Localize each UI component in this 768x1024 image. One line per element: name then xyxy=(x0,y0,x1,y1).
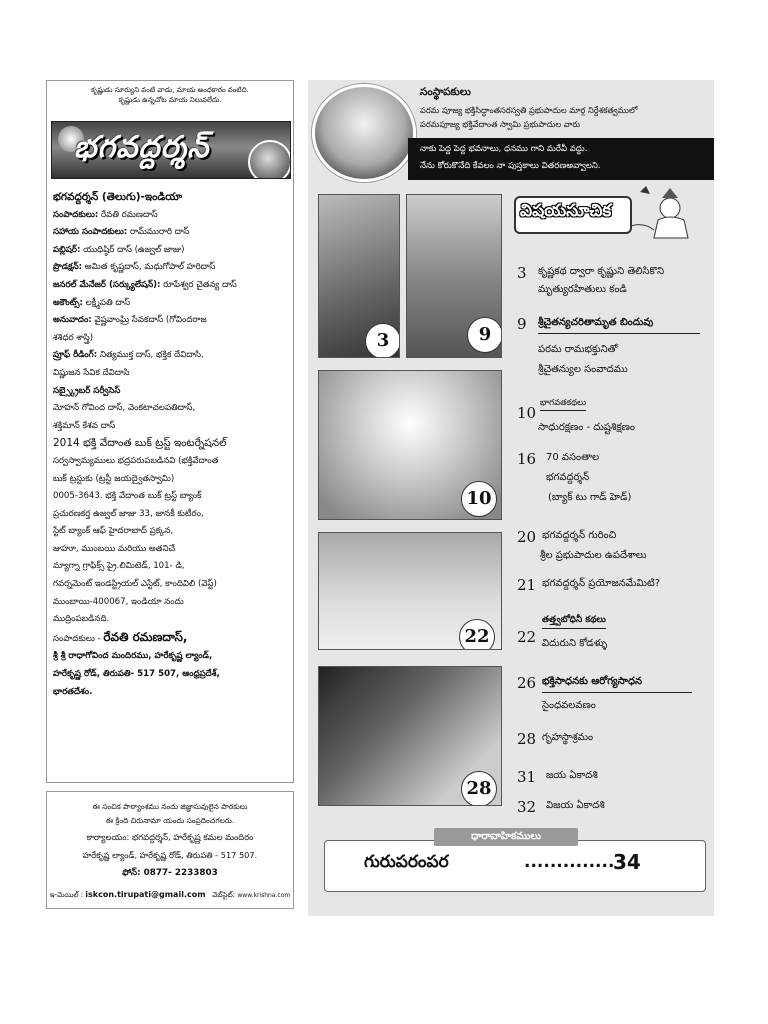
magazine-title: భగవద్దర్శన్ xyxy=(74,130,210,165)
staff-credits xyxy=(53,189,293,701)
toc-section[interactable]: భాగవతకథలు xyxy=(540,396,586,411)
credit-line: అనువాదం: వైష్ణవాంఘ్రి సేవకదాస్ (గోవిందరాజ xyxy=(53,315,207,326)
toc-entry[interactable]: సాధురక్షణం - దుష్టశిక్షణం xyxy=(538,422,635,433)
publisher-line: 2014 భక్తి వేదాంత బుక్ ట్రస్ట్ ఇంటర్నేషనల్ xyxy=(53,437,227,450)
toc-entry[interactable]: మృత్యురహితులు కండి xyxy=(538,284,627,295)
toc-entry[interactable]: (బ్యాక్ టు గాడ్ హెడ్) xyxy=(548,492,632,503)
address-line: హరేకృష్ణ రోడ్, తిరుపతి- 517 507, ఆంధ్రప్రదేశ్, xyxy=(53,669,220,680)
toc-section[interactable]: భక్తిసాధనకు ఆరోగ్యసాధన xyxy=(542,672,692,693)
credit-line: అకౌంట్స్: లక్ష్మీపతి దాస్ xyxy=(53,297,131,308)
founder-quote-band: నాకు పెద్ద పెద్ద భవనాలు, ధనము గాని మరేవీ వద్దు. నేను కోరుకొనేది కేవలం నా పుస్తకాలు వితరణఅవ్వాలని. xyxy=(408,138,714,180)
credit-line: శశిధర శాస్త్రి) xyxy=(53,332,94,343)
contact-email-line: ఇ-మెయిల్ : iskcon.tirupati@gmail.com వెబ్‌సైట్: www.krishna.com xyxy=(49,890,291,899)
toc-entry[interactable]: జయ ఏకాదశి xyxy=(546,770,598,781)
founder-heading: సంస్థాపకులు xyxy=(420,86,471,98)
toc-page-number: 16 xyxy=(517,450,537,468)
publisher-line: జుహూ, ముంబయి మరియు అతనిచే xyxy=(53,543,176,554)
toc-entry[interactable]: భగవద్దర్శన్ ప్రయోజనమేమిటి? xyxy=(542,578,660,589)
quote: కృష్ణుడు సూర్యుని వంటి వాడు, మాయ అంధకారం వంటిది. కృష్ణుడు ఉన్నచోట మాయ నిలువలేదు. xyxy=(91,86,249,104)
toc-page-number: 3 xyxy=(517,264,527,282)
portrait-image xyxy=(248,140,291,179)
toc-entry[interactable]: 70 వసంతాల xyxy=(546,452,600,463)
credit-line: సహాయ సంపాదకులు: రామ్‌మురారి దాస్ xyxy=(53,227,190,238)
toc-page-number: 26 xyxy=(517,674,537,692)
founder-description: పరమ పూజ్య భక్తిసిద్ధాంతసరస్వతి ప్రభుపాదుల మార్గ నిర్దేశకత్వములో పరమపూజ్య భక్తివేదాంత స్వామి ప్రభుపాదుల వారు xyxy=(420,105,638,129)
photo-page-28: 28 xyxy=(318,666,502,806)
editor-line: సంపాదకులు - రేవతి రమణదాస్, xyxy=(53,629,188,644)
toc-section[interactable]: తత్త్వబోధినీ కథలు xyxy=(542,612,606,629)
toc-entry[interactable]: పరమ రామభక్తునితో xyxy=(538,344,618,355)
toc-entry[interactable]: భగవద్దర్శన్ గురించి xyxy=(542,530,617,541)
photo-page-3: 3 xyxy=(318,194,400,358)
toc-title: విషయసూచిక xyxy=(520,201,612,221)
publisher-line: 0005-3643. భక్తి వేదాంత బుక్ ట్రస్ట్ బ్యాంక్ xyxy=(53,491,202,502)
website-link[interactable]: www.krishna.com xyxy=(237,892,291,899)
publisher-line: ముద్రింపబడినది. xyxy=(53,614,110,625)
toc-entry[interactable]: శ్రీచైతన్యుల సంవాదము xyxy=(538,364,628,375)
toc-entry[interactable]: సైంధవలవణం xyxy=(542,700,596,711)
toc-entry[interactable]: విదురుని కోడళ్ళు xyxy=(542,638,608,649)
credit-line: శక్తిమాన్ కేశవ దాస్ xyxy=(53,420,116,431)
toc-page-number: 20 xyxy=(517,528,537,546)
credit-line: పబ్లిషర్: యుధిష్ఠిర్ దాస్ (ఉజ్వల్ జాజు) xyxy=(53,244,185,255)
toc-page-number: 10 xyxy=(517,404,537,422)
publisher-line: ప్రచురణకర్త ఉజ్వల్ జాజు 33, జానకీ కుటీరం, xyxy=(53,508,204,519)
founder-portrait xyxy=(312,84,416,182)
serial-tag: ధారావాహికములు xyxy=(434,828,578,846)
serial-title[interactable]: గురుపరంపర xyxy=(364,852,449,872)
publisher-line: ముంబాయి-400067, ఇండియా నందు xyxy=(53,596,184,607)
credit-line: సంపాదకులు: రేవతి రమణదాస్ xyxy=(53,209,158,220)
publisher-line: గవర్నమెంట్ ఇండస్ట్రియల్ ఎస్టేట్, కాందివిలి (వెస్ట్) xyxy=(53,579,217,590)
toc-page-number: 9 xyxy=(517,315,527,333)
krishna-illustration-icon xyxy=(610,186,700,241)
toc-entry[interactable]: కృష్ణకథ ద్వారా కృష్ణుని తెలిసికొని xyxy=(538,266,664,277)
masthead-panel xyxy=(46,80,294,783)
credit-line: సబ్స్క్రైబర్ సర్వీసెస్ xyxy=(53,385,121,396)
address-line: భారతదేశం. xyxy=(53,686,93,697)
credit-line: ప్రూఫ్ రీడింగ్: నిత్యముక్త దాస్, భక్తిక దేవిదాసి, xyxy=(53,350,204,361)
toc-page-number: 32 xyxy=(517,798,537,816)
toc-entry[interactable]: గృహస్థాశ్రమం xyxy=(542,732,594,743)
publisher-line: మ్యాగ్నా గ్రాఫిక్స్ ప్రై.లిమిటెడ్, 101- డి, xyxy=(53,561,185,572)
publisher-line: బుక్ ట్రస్టుకు (ట్రస్టీ జయద్వైతస్వామి) xyxy=(53,473,175,484)
publisher-line: స్టేట్ బ్యాంక్ ఆఫ్ హైదరాబాద్ ప్రక్కన, xyxy=(53,526,174,537)
photo-page-9: 9 xyxy=(406,194,502,358)
toc-entry[interactable]: శ్రీల ప్రభుపాదుల ఉపదేశాలు xyxy=(540,550,647,561)
credit-line: భగవద్దర్శన్ (తెలుగు)-ఇండియా xyxy=(53,191,183,203)
photo-page-22: 22 xyxy=(318,532,502,650)
serial-leader-dots: .............. xyxy=(524,852,615,872)
masthead-logo xyxy=(51,121,291,179)
serial-page-number: 34 xyxy=(613,850,641,874)
toc-section[interactable]: శ్రీచైతన్యచరితామృత బిందువు xyxy=(538,313,700,334)
toc-entry[interactable]: భగవద్దర్శన్ xyxy=(546,472,590,483)
address-line: శ్రీ శ్రీ రాధాగోవింద మందిరము, హరేకృష్ణ ల్యాండ్, xyxy=(53,651,213,662)
toc-page-number: 31 xyxy=(517,768,537,786)
credit-line: ప్రొడక్షన్: అమిత కృష్ణదాస్, మధుగోపాల్ హరిదాస్ xyxy=(53,262,216,273)
photo-page-10: 10 xyxy=(318,370,502,520)
credit-line: విష్ణుజన సేవిక దేవిదాసి xyxy=(53,367,130,378)
toc-page-number: 21 xyxy=(517,576,537,594)
credit-line: మోహన్ గోవింద దాస్, వెంకటాచలపతిదాస్, xyxy=(53,403,196,414)
publisher-line: సర్వస్వామ్యములు భద్రపరుపబడినవి (భక్తివేదాంత xyxy=(53,455,219,466)
toc-entry[interactable]: విజయ ఏకాదశి xyxy=(546,800,605,811)
credit-line: జనరల్ మేనేజర్ (సర్క్యులేషన్): రూపేశ్వర చైతన్య దాస్ xyxy=(53,279,237,290)
contact-box: ఈ సంచిక పాఠ్యాంశము నందు జిజ్ఞాసువులైన పాఠకులు ఈ క్రింది చిరునామా యందు సంప్రదించగలరు. కార్యాలయం: భగవద్దర్శన్, హరేకృష్ణ కమల మందిరం హరేకృష్ణ ల్యాండ్, హరేకృష్ణ రోడ్, తిరుపతి - 517 507. ఫోన్: 0877- 2233803 ఇ-మెయిల్ : iskcon.tirupati@gmail.com వెబ్‌సైట్: www.krishna.com xyxy=(46,791,294,909)
toc-page-number: 28 xyxy=(517,730,537,748)
toc-page-number: 22 xyxy=(517,628,537,646)
email-link[interactable]: iskcon.tirupati@gmail.com xyxy=(85,890,206,899)
